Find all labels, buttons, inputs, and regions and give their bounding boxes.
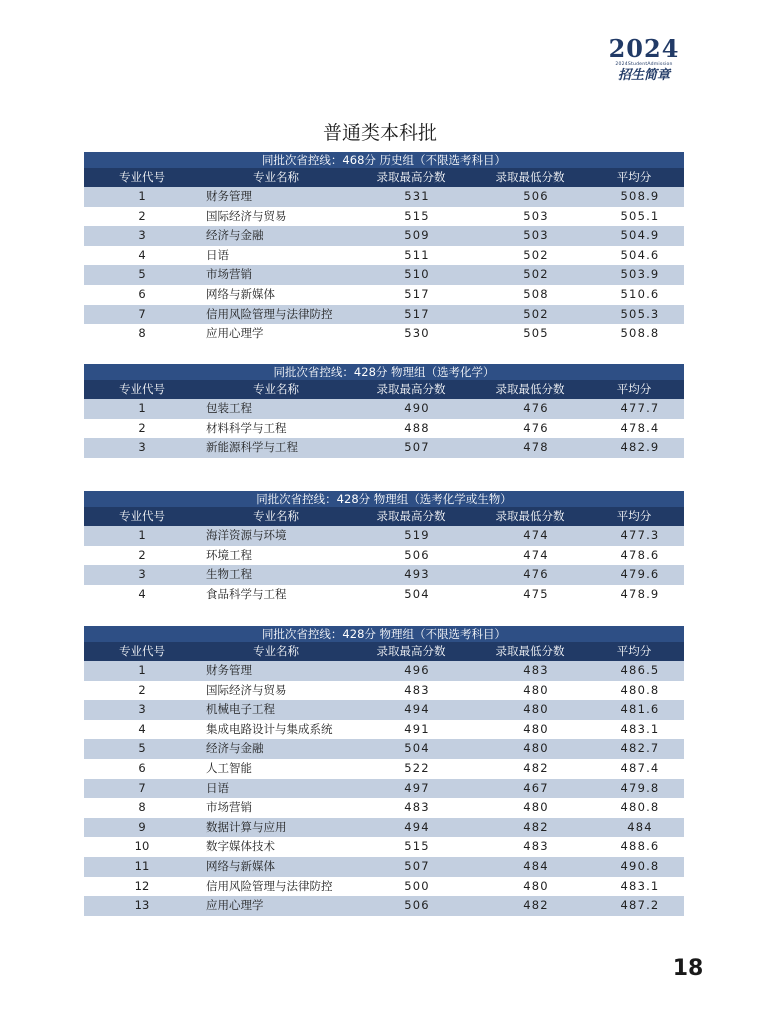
header-major-code: 专业代号 (119, 170, 165, 184)
table-row (84, 419, 684, 439)
cell-major-name: 财务管理 (206, 663, 252, 677)
cell-max-score: 517 (404, 286, 430, 301)
cell-min-score: 475 (523, 586, 549, 601)
cell-major-name: 经济与金融 (206, 228, 264, 243)
cell-min-score: 483 (523, 663, 549, 677)
cell-major-code: 1 (138, 663, 146, 677)
table-header (84, 168, 684, 187)
cell-major-code: 5 (138, 741, 146, 756)
cell-major-name: 新能源科学与工程 (206, 440, 298, 455)
cell-avg-score: 503.9 (620, 267, 660, 282)
header-max-score: 录取最高分数 (376, 509, 446, 523)
cell-min-score: 506 (523, 189, 549, 203)
cell-major-name: 日语 (206, 247, 229, 262)
cell-avg-score: 480.8 (620, 682, 660, 697)
cell-major-code: 12 (134, 878, 150, 893)
cell-min-score: 476 (523, 420, 549, 435)
header-max-score: 录取最高分数 (376, 170, 446, 184)
table-row (84, 438, 684, 458)
cell-major-code: 5 (138, 267, 146, 282)
table-row (84, 526, 684, 546)
header-min-score: 录取最低分数 (495, 509, 565, 523)
cell-major-name: 市场营销 (206, 267, 252, 282)
cell-min-score: 502 (523, 247, 549, 262)
page-title: 普通类本科批 (322, 122, 437, 144)
header-min-score: 录取最低分数 (495, 382, 565, 396)
table-row (84, 207, 684, 227)
table-row (84, 246, 684, 266)
cell-major-code: 3 (138, 567, 146, 582)
cell-min-score: 480 (523, 741, 549, 756)
score-table-physics-chemistry (84, 364, 684, 458)
cell-major-name: 国际经济与贸易 (206, 682, 287, 697)
cell-min-score: 474 (523, 547, 549, 562)
header-major-code: 专业代号 (119, 382, 165, 396)
cell-max-score: 517 (404, 306, 430, 321)
cell-major-name: 应用心理学 (206, 326, 264, 341)
cell-max-score: 494 (404, 819, 430, 834)
cell-avg-score: 482.7 (620, 741, 660, 756)
cell-max-score: 506 (404, 547, 430, 562)
cell-max-score: 519 (404, 528, 430, 542)
cell-avg-score: 504.6 (620, 247, 660, 262)
cell-major-code: 7 (138, 780, 146, 795)
header-major-name: 专业名称 (253, 509, 299, 523)
cell-max-score: 493 (404, 567, 430, 582)
table-row (84, 739, 684, 759)
cell-major-name: 应用心理学 (206, 898, 264, 913)
cell-max-score: 483 (404, 800, 430, 815)
table-banner: 同批次省控线：428分 物理组（不限选考科目） (84, 626, 684, 642)
brand-slogan: 招生简章 (617, 68, 670, 83)
cell-min-score: 482 (523, 760, 549, 775)
cell-major-code: 8 (138, 326, 146, 341)
cell-avg-score: 505.3 (620, 306, 660, 321)
table-row (84, 399, 684, 419)
cell-max-score: 500 (404, 878, 430, 893)
page-number: 18 (672, 956, 704, 981)
cell-max-score: 510 (404, 267, 430, 282)
cell-avg-score: 508.9 (620, 189, 660, 203)
cell-avg-score: 508.8 (620, 326, 660, 341)
cell-avg-score: 478.4 (620, 420, 660, 435)
cell-min-score: 480 (523, 721, 549, 736)
header-major-code: 专业代号 (119, 644, 165, 658)
table-header (84, 380, 684, 399)
table-row (84, 187, 684, 207)
cell-major-code: 7 (138, 306, 146, 321)
cell-min-score: 480 (523, 878, 549, 893)
cell-max-score: 509 (404, 228, 430, 243)
cell-major-code: 6 (138, 760, 146, 775)
cell-major-name: 信用风险管理与法律防控 (206, 306, 333, 321)
cell-avg-score: 487.2 (620, 898, 660, 913)
cell-avg-score: 504.9 (620, 228, 660, 243)
cell-avg-score: 505.1 (620, 208, 660, 223)
cell-major-name: 机械电子工程 (206, 702, 275, 717)
table-row (84, 798, 684, 818)
table-row (84, 896, 684, 916)
table-row (84, 857, 684, 877)
cell-min-score: 480 (523, 682, 549, 697)
cell-major-code: 13 (134, 898, 150, 913)
header-min-score: 录取最低分数 (495, 170, 565, 184)
cell-major-name: 环境工程 (206, 547, 252, 562)
cell-major-name: 生物工程 (206, 567, 252, 582)
table-row (84, 818, 684, 838)
cell-major-name: 海洋资源与环境 (206, 528, 287, 542)
cell-avg-score: 479.8 (620, 780, 660, 795)
cell-max-score: 530 (404, 326, 430, 341)
cell-max-score: 497 (404, 780, 430, 795)
cell-major-name: 数字媒体技术 (206, 839, 275, 854)
cell-max-score: 490 (404, 401, 430, 415)
table-banner: 同批次省控线：428分 物理组（选考化学） (84, 364, 684, 380)
cell-avg-score: 478.6 (620, 547, 660, 562)
cell-max-score: 506 (404, 898, 430, 913)
cell-min-score: 503 (523, 208, 549, 223)
cell-major-name: 财务管理 (206, 189, 252, 203)
cell-min-score: 508 (523, 286, 549, 301)
cell-avg-score: 477.3 (620, 528, 660, 542)
table-row (84, 661, 684, 681)
cell-min-score: 480 (523, 702, 549, 717)
cell-major-name: 日语 (206, 780, 229, 795)
table-header (84, 642, 684, 661)
table-row (84, 837, 684, 857)
cell-major-name: 国际经济与贸易 (206, 208, 287, 223)
table-header (84, 507, 684, 526)
brand-subtitle: 2024StudentAdmission (615, 62, 673, 67)
cell-major-name: 信用风险管理与法律防控 (206, 878, 333, 893)
cell-max-score: 511 (404, 247, 430, 262)
cell-min-score: 502 (523, 306, 549, 321)
cell-max-score: 522 (404, 760, 430, 775)
header-max-score: 录取最高分数 (376, 382, 446, 396)
cell-min-score: 505 (523, 326, 549, 341)
table-row (84, 324, 684, 344)
cell-major-name: 数据计算与应用 (206, 819, 287, 834)
cell-major-code: 3 (138, 702, 146, 717)
cell-major-code: 4 (138, 721, 146, 736)
header-avg-score: 平均分 (616, 644, 652, 658)
cell-major-name: 网络与新媒体 (206, 858, 275, 873)
cell-major-name: 市场营销 (206, 800, 252, 815)
cell-major-code: 8 (138, 800, 146, 815)
cell-min-score: 482 (523, 898, 549, 913)
cell-avg-score: 480.8 (620, 800, 660, 815)
table-row (84, 877, 684, 897)
score-table-physics-chem-or-bio (84, 491, 684, 604)
cell-max-score: 483 (404, 682, 430, 697)
cell-min-score: 478 (523, 440, 549, 455)
cell-avg-score: 490.8 (620, 858, 660, 873)
cell-max-score: 507 (404, 440, 430, 455)
cell-max-score: 504 (404, 741, 430, 756)
table-banner: 同批次省控线：428分 物理组（选考化学或生物） (84, 491, 684, 507)
cell-major-code: 1 (138, 401, 146, 415)
cell-major-code: 4 (138, 586, 146, 601)
cell-min-score: 467 (523, 780, 549, 795)
cell-major-code: 4 (138, 247, 146, 262)
header-avg-score: 平均分 (616, 382, 652, 396)
cell-major-code: 2 (138, 682, 146, 697)
cell-max-score: 507 (404, 858, 430, 873)
cell-major-code: 2 (138, 547, 146, 562)
cell-min-score: 503 (523, 228, 549, 243)
table-row (84, 700, 684, 720)
score-table-history (84, 152, 684, 344)
cell-major-code: 6 (138, 286, 146, 301)
table-row (84, 285, 684, 305)
cell-major-code: 11 (134, 858, 150, 873)
cell-major-code: 9 (138, 819, 146, 834)
cell-min-score: 474 (523, 528, 549, 542)
cell-major-name: 经济与金融 (206, 741, 264, 756)
header-major-name: 专业名称 (253, 644, 299, 658)
cell-avg-score: 483.1 (620, 721, 660, 736)
header-major-code: 专业代号 (119, 509, 165, 523)
brand-logo (604, 36, 684, 84)
cell-max-score: 515 (404, 839, 430, 854)
header-max-score: 录取最高分数 (376, 644, 446, 658)
cell-min-score: 483 (523, 839, 549, 854)
cell-avg-score: 477.7 (620, 401, 660, 415)
cell-major-code: 2 (138, 208, 146, 223)
cell-min-score: 476 (523, 401, 549, 415)
cell-major-name: 包装工程 (206, 401, 252, 415)
cell-max-score: 504 (404, 586, 430, 601)
cell-avg-score: 483.1 (620, 878, 660, 893)
table-row (84, 265, 684, 285)
cell-avg-score: 484 (627, 819, 653, 834)
table-row (84, 681, 684, 701)
header-avg-score: 平均分 (616, 509, 652, 523)
header-min-score: 录取最低分数 (495, 644, 565, 658)
table-row (84, 779, 684, 799)
cell-avg-score: 486.5 (620, 663, 660, 677)
cell-max-score: 515 (404, 208, 430, 223)
table-row (84, 585, 684, 605)
cell-min-score: 476 (523, 567, 549, 582)
cell-avg-score: 479.6 (620, 567, 660, 582)
cell-major-code: 3 (138, 228, 146, 243)
table-row (84, 759, 684, 779)
table-row (84, 565, 684, 585)
header-major-name: 专业名称 (253, 382, 299, 396)
cell-min-score: 482 (523, 819, 549, 834)
cell-major-code: 3 (138, 440, 146, 455)
table-banner: 同批次省控线：468分 历史组（不限选考科目） (84, 152, 684, 168)
cell-max-score: 491 (404, 721, 430, 736)
header-avg-score: 平均分 (616, 170, 652, 184)
cell-major-code: 10 (134, 839, 150, 854)
cell-avg-score: 482.9 (620, 440, 660, 455)
cell-major-name: 材料科学与工程 (206, 420, 287, 435)
cell-major-code: 2 (138, 420, 146, 435)
score-table-physics-unrestricted (84, 626, 684, 916)
cell-min-score: 502 (523, 267, 549, 282)
brand-year: 2024 (608, 34, 680, 63)
cell-avg-score: 510.6 (620, 286, 660, 301)
cell-avg-score: 488.6 (620, 839, 660, 854)
table-row (84, 720, 684, 740)
header-major-name: 专业名称 (253, 170, 299, 184)
cell-max-score: 496 (404, 663, 430, 677)
cell-min-score: 484 (523, 858, 549, 873)
cell-avg-score: 478.9 (620, 586, 660, 601)
cell-major-name: 网络与新媒体 (206, 286, 275, 301)
cell-max-score: 494 (404, 702, 430, 717)
cell-major-code: 1 (138, 528, 146, 542)
table-row (84, 226, 684, 246)
cell-major-name: 人工智能 (206, 760, 252, 775)
cell-major-name: 食品科学与工程 (206, 586, 287, 601)
table-row (84, 546, 684, 566)
cell-avg-score: 487.4 (620, 760, 660, 775)
cell-major-name: 集成电路设计与集成系统 (206, 721, 333, 736)
table-row (84, 305, 684, 325)
cell-min-score: 480 (523, 800, 549, 815)
cell-max-score: 531 (404, 189, 430, 203)
cell-avg-score: 481.6 (620, 702, 660, 717)
cell-max-score: 488 (404, 420, 430, 435)
cell-major-code: 1 (138, 189, 146, 203)
